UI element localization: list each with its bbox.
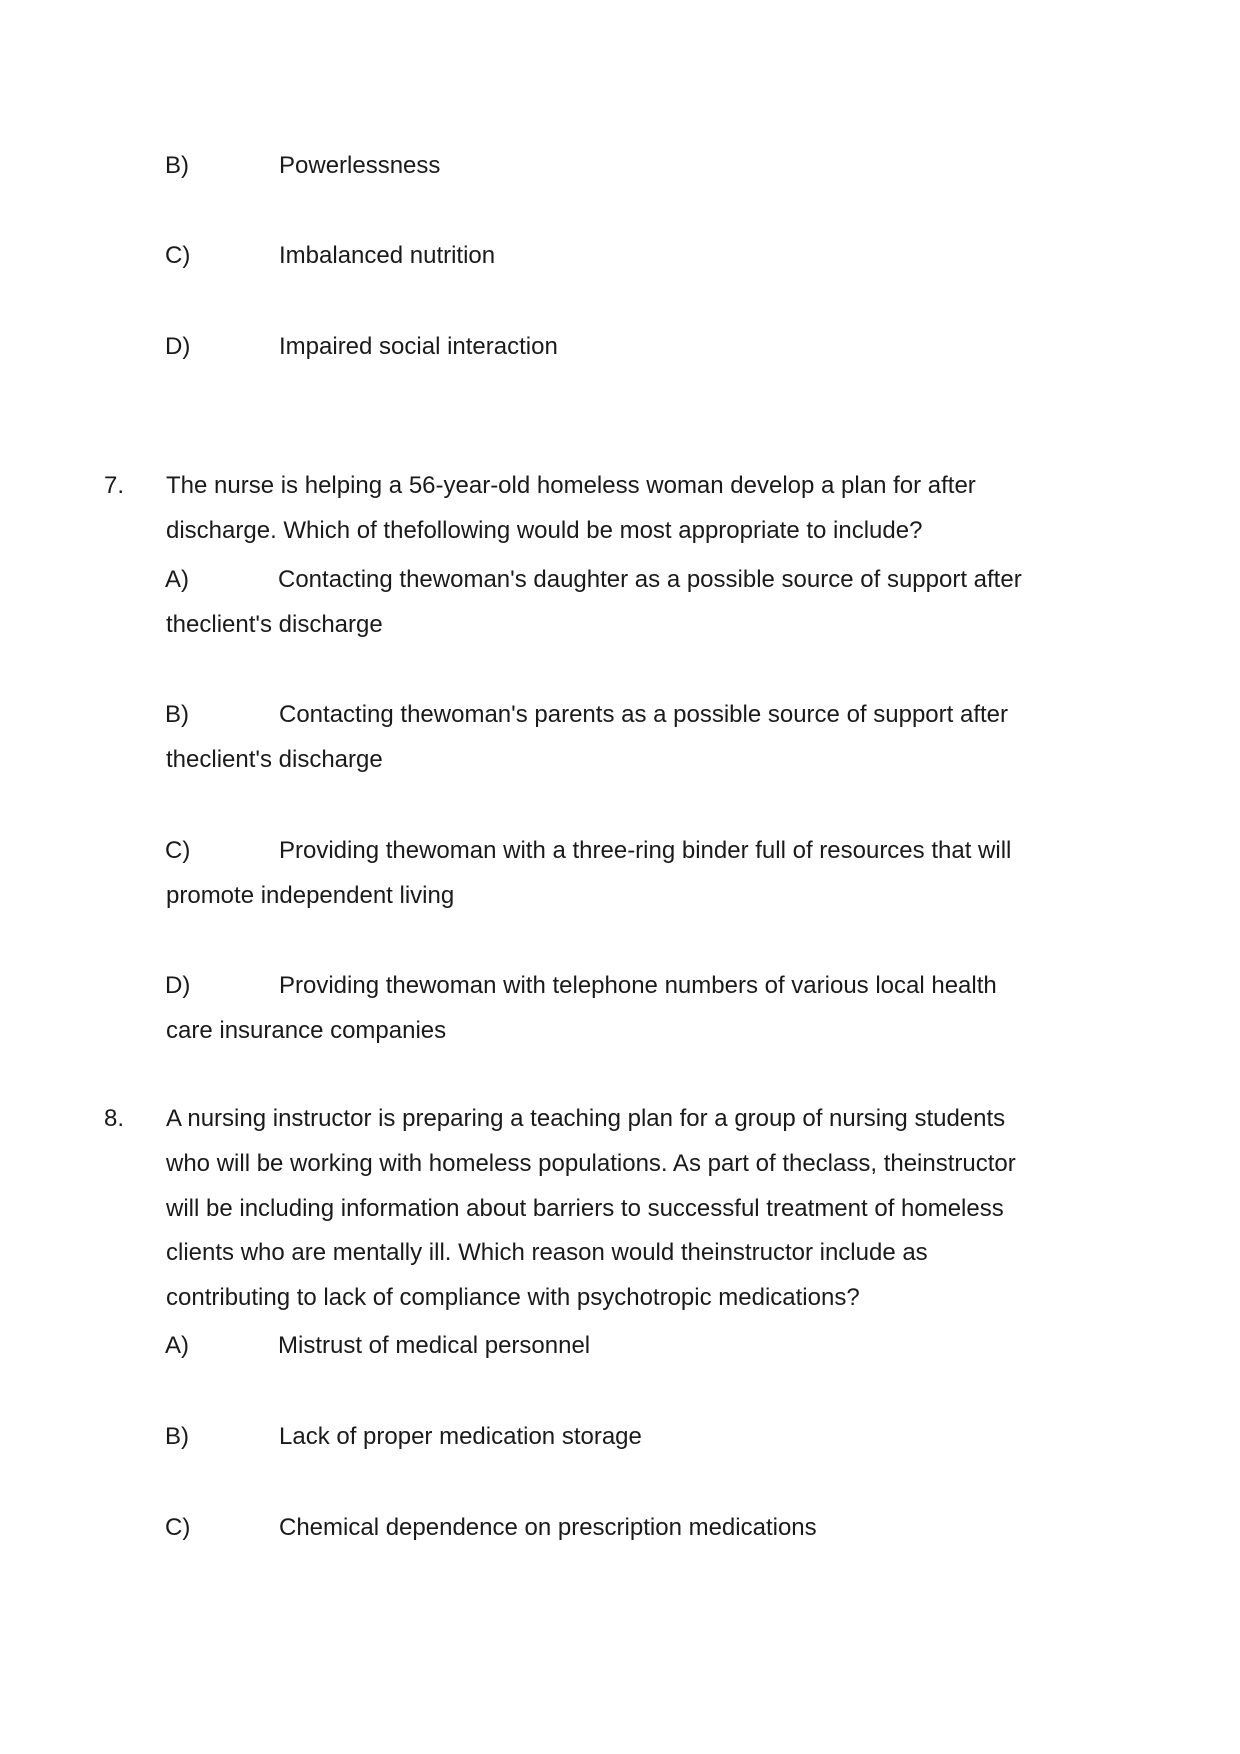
option-letter: A) <box>165 566 189 593</box>
option-text: Chemical dependence on prescription medications <box>279 1514 817 1541</box>
option-text-continued: promote independent living <box>166 882 455 909</box>
option-letter: C) <box>165 242 191 269</box>
option-text-continued: theclient's discharge <box>166 611 383 638</box>
option-text: Powerlessness <box>279 152 441 179</box>
option-text: Providing thewoman with telephone numbers of various local health <box>279 972 997 999</box>
option-letter: B) <box>165 701 189 728</box>
question-stem-line: who will be working with homeless populations. As part of theclass, theinstructor <box>166 1150 1016 1177</box>
option-text: Contacting thewoman's daughter as a possible source of support after <box>278 566 1022 593</box>
option-letter: B) <box>165 1423 189 1450</box>
option-letter: B) <box>165 152 189 179</box>
question-stem-line: clients who are mentally ill. Which reason would theinstructor include as <box>166 1239 928 1266</box>
question-number: 8. <box>104 1105 125 1132</box>
option-text: Mistrust of medical personnel <box>278 1332 591 1359</box>
question-stem-line: A nursing instructor is preparing a teaching plan for a group of nursing students <box>166 1105 1006 1132</box>
option-text-continued: theclient's discharge <box>166 746 383 773</box>
option-text: Contacting thewoman's parents as a possible source of support after <box>279 701 1008 728</box>
option-text-continued: care insurance companies <box>166 1017 447 1044</box>
question-stem-line: contributing to lack of compliance with psychotropic medications? <box>166 1284 860 1311</box>
option-letter: C) <box>165 837 191 864</box>
option-text: Impaired social interaction <box>279 333 558 360</box>
option-text: Lack of proper medication storage <box>279 1423 642 1450</box>
question-stem-line: discharge. Which of thefollowing would be most appropriate to include? <box>166 517 923 544</box>
option-text: Providing thewoman with a three-ring binder full of resources that will <box>279 837 1012 864</box>
option-letter: A) <box>165 1332 189 1359</box>
option-letter: D) <box>165 333 191 360</box>
option-letter: D) <box>165 972 191 999</box>
option-letter: C) <box>165 1514 191 1541</box>
question-number: 7. <box>104 472 125 499</box>
option-text: Imbalanced nutrition <box>279 242 496 269</box>
question-stem-line: will be including information about barriers to successful treatment of homeless <box>166 1195 1004 1222</box>
question-stem-line: The nurse is helping a 56-year-old homeless woman develop a plan for after <box>166 472 976 499</box>
